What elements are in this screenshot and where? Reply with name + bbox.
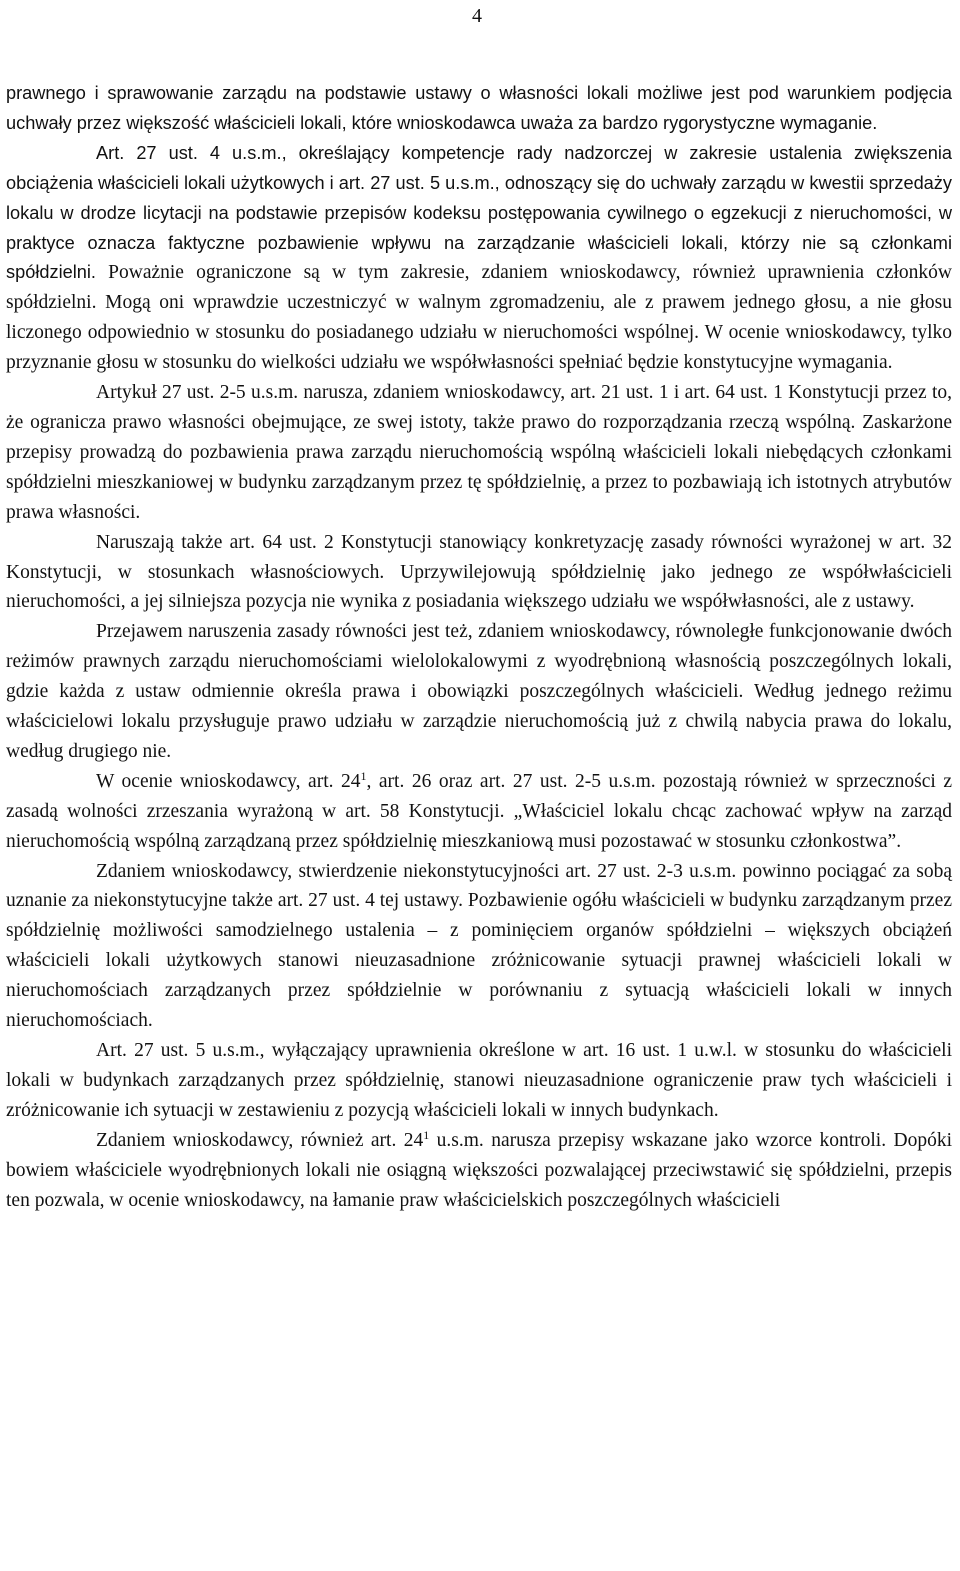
paragraph-9 <box>6 1126 952 1216</box>
paragraph-3-part-a: Artykuł 27 ust. 2-5 u.s.m. narusza, zdaniem wnioskodawcy, art. 21 ust. 1 i art. 64 ust. 1 Konstytucji przez to, że ogranicza prawo własności obejmujące, ze swej istoty, także prawo do rozporządzania rzeczą wspólną. <box>6 382 952 433</box>
paragraph-6-text-end: , art. 26 oraz art. 27 ust. 2-5 u.s.m. pozostają również w sprzeczności z zasadą wolności zrzeszania wyrażoną w art. 58 Konstytucji. „Właściciel lokalu chcąc zachować wpływ na zarząd nieruchomością wspólną zarządzaną przez spółdzielnię mieszkaniową musi pozostawać w stosunku członkostwa”. <box>6 770 952 852</box>
paragraph-4-text: Naruszają także art. 64 ust. 2 Konstytucji stanowiący konkretyzację zasady równości wyrażonej w art. 32 Konstytucji, w stosunkach własnościowych. Uprzywilejowują spółdzielnię jako jednego ze współwłaścicieli nieruchomości, a jej silniejsza pozycja nie wynika z posiadania większego udziału we współwłasności, ale z ustawy. <box>6 531 952 613</box>
paragraph-9-text-start: Zdaniem wnioskodawcy, również art. 24 <box>96 1129 424 1151</box>
document-body <box>6 79 952 1215</box>
paragraph-2 <box>6 139 952 378</box>
paragraph-1-text: prawnego i sprawowanie zarządu na podstawie ustawy o własności lokali możliwe jest pod warunkiem podjęcia uchwały przez większość właścicieli lokali, które wnioskodawca uważa za bardzo rygorystyczne wymaganie. <box>6 83 952 133</box>
paragraph-5 <box>6 617 952 767</box>
superscript-1: 1 <box>423 1127 430 1142</box>
paragraph-6-text-start: W ocenie wnioskodawcy, art. 24 <box>96 770 361 792</box>
paragraph-9-text-end: u.s.m. narusza przepisy wskazane jako wzorce kontroli. Dopóki bowiem właściciele wyodrębnionych lokali nie osiągną większości pozwalającej przeciwstawić się spółdzielni, przepis ten pozwala, w ocenie wnioskodawcy, na łamanie praw właścicielskich poszczególnych właścicieli <box>6 1129 952 1211</box>
paragraph-7-text: Zdaniem wnioskodawcy, stwierdzenie niekonstytucyjności art. 27 ust. 2-3 u.s.m. powinno pociągać za sobą uznanie za niekonstytucyjne także art. 27 ust. 4 tej ustawy. Pozbawienie ogółu właścicieli w budynku zarządzanym przez spółdzielnię możliwości samodzielnego ustalenia – z pominięciem organów spółdzielni – większych obciążeń właścicieli lokali użytkowych stanowi nieuzasadnione zróżnicowanie sytuacji prawnej właścicieli lokali w nieruchomościach zarządzanych przez spółdzielnie w porównaniu z sytuacją właścicieli lokali w innych nieruchomościach. <box>6 860 952 1032</box>
paragraph-4 <box>6 528 952 618</box>
paragraph-5-text: Przejawem naruszenia zasady równości jest też, zdaniem wnioskodawcy, równoległe funkcjonowanie dwóch reżimów prawnych zarządu nieruchomościami wielolokalowymi z wyodrębnioną własnością poszczególnych lokali, gdzie każda z ustaw odmiennie określa prawa i obowiązki poszczególnych właścicieli. Według jednego reżimu właścicielowi lokalu przysługuje prawo udziału w zarządzie nieruchomością już z chwilą nabycia prawa do lokalu, według drugiego nie. <box>6 621 952 762</box>
paragraph-8-text: Art. 27 ust. 5 u.s.m., wyłączający uprawnienia określone w art. 16 ust. 1 u.w.l. w stosunku do właścicieli lokali w budynkach zarządzanych przez spółdzielnię, stanowi nieuzasadnione ograniczenie praw tych właścicieli i zróżnicowanie ich sytuacji w zestawieniu z pozycją właścicieli lokali w innych budynkach. <box>6 1040 952 1121</box>
superscript-1: 1 <box>360 768 367 783</box>
paragraph-3-part-b: Zaskarżone przepisy prowadzą do pozbawienia prawa zarządu nieruchomością wspólną właścicieli lokali niebędących członkami spółdzielni mieszkaniowej w budynku zarządzanym przez tę spółdzielnię, a przez to pozbawiają ich istotnych atrybutów prawa własności. <box>6 411 953 523</box>
paragraph-2-part-c: Mogą oni wprawdzie uczestniczyć w walnym zgromadzeniu, ale z prawem jednego głosu, a nie głosu liczonego odpowiednio w stosunku do posiadanego udziału w nieruchomości wspólnej. <box>6 292 952 344</box>
paragraph-7 <box>6 857 952 1036</box>
paragraph-2-part-d: W ocenie wnioskodawcy, tylko przyznanie głosu w stosunku do wielkości udziału we współwłasności spełniać będzie konstytucyjne wymagania. <box>6 322 952 374</box>
paragraph-1 <box>6 79 952 139</box>
paragraph-6 <box>6 767 952 857</box>
paragraph-8 <box>6 1036 952 1126</box>
paragraph-3 <box>6 378 952 528</box>
paragraph-2-part-a: Art. 27 ust. 4 u.s.m., określający kompetencje rady nadzorczej w zakresie ustalenia zwiększenia obciążenia właścicieli lokali użytkowych i art. 27 ust. 5 u.s.m., odnoszący się do uchwały zarządu w kwestii sprzedaży lokalu w drodze licytacji na podstawie przepisów kodeksu postępowania cywilnego o egzekucji z nieruchomości, w praktyce oznacza faktyczne pozbawienie wpływu na zarządzanie właścicieli lokali, którzy nie są członkami spółdzielni. <box>6 142 952 283</box>
page-number: 4 <box>472 5 482 27</box>
paragraph-2-part-b: Poważnie ograniczone są w tym zakresie, zdaniem wnioskodawcy, również uprawnienia członków spółdzielni. <box>6 262 952 314</box>
